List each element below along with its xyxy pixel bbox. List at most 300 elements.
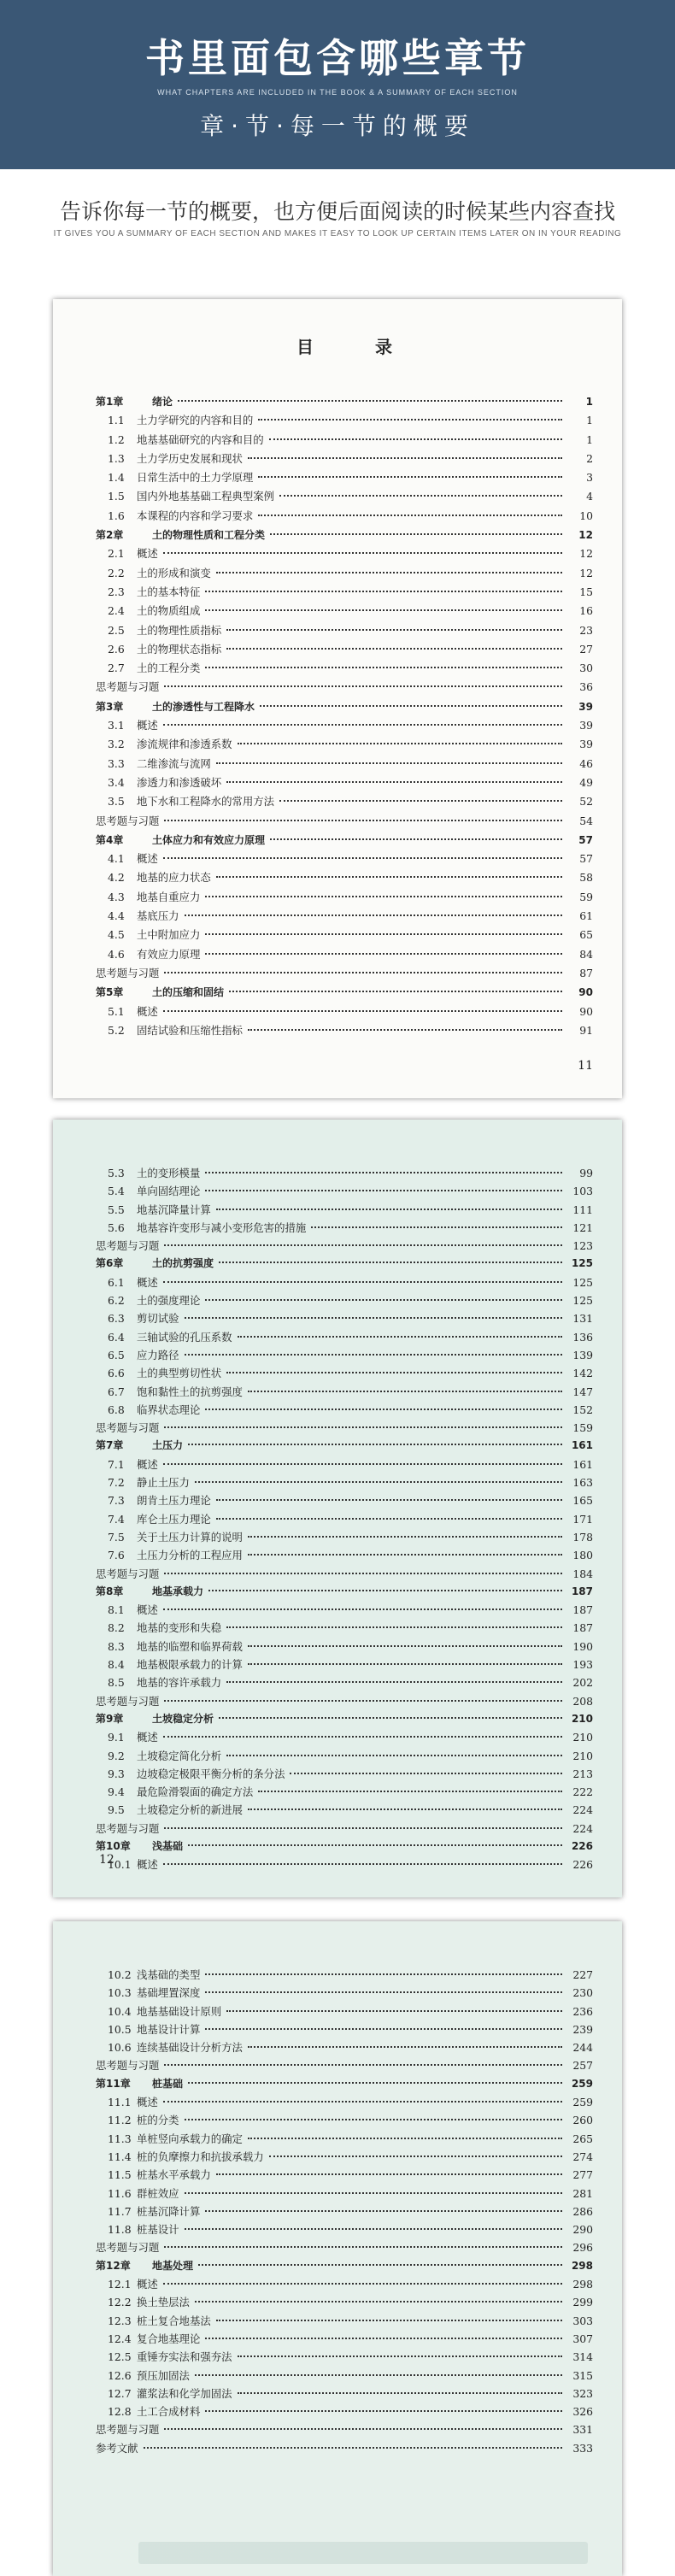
toc-list — [96, 1164, 593, 1874]
leader-dots — [205, 2210, 562, 2212]
toc-entry-page: 187 — [572, 1603, 593, 1617]
header-title: 书里面包含哪些章节 — [145, 35, 530, 81]
toc-entry-label: 思考题与习题 — [96, 1421, 160, 1435]
toc-entry-number: 6.6 — [108, 1367, 125, 1380]
toc-title: 目 录 — [296, 337, 414, 357]
toc-entry-label: 连续基础设计分析方法 — [137, 2041, 243, 2055]
toc-entry-section — [96, 1856, 593, 1873]
leader-dots — [163, 724, 562, 726]
toc-entry-label: 土坡稳定简化分析 — [137, 1749, 222, 1762]
toc-entry-section — [96, 888, 593, 907]
toc-entry-page: 58 — [579, 871, 593, 885]
leader-dots — [216, 572, 562, 573]
toc-entry-page: 61 — [579, 909, 593, 923]
toc-entry-page: 159 — [572, 1421, 593, 1435]
leader-dots — [205, 1409, 562, 1410]
toc-entry-number: 10.4 — [108, 2004, 132, 2018]
toc-entry-number: 1.6 — [108, 509, 125, 522]
toc-entry-number: 3.4 — [108, 775, 125, 789]
toc-entry-page: 257 — [572, 2059, 593, 2073]
toc-entry-section — [96, 1765, 593, 1783]
toc-entry-section — [96, 2093, 593, 2111]
leader-dots — [226, 1372, 562, 1373]
toc-entry-page: 213 — [572, 1767, 593, 1780]
toc-entry-label: 土的物理性质和工程分类 — [152, 529, 266, 542]
page-number: 12 — [99, 1853, 114, 1867]
toc-entry-section — [96, 1966, 593, 1984]
toc-entry-number: 4.3 — [108, 890, 125, 903]
leader-dots — [216, 876, 562, 878]
toc-entry-section — [96, 1003, 593, 1021]
toc-entry-number: 第2章 — [96, 529, 124, 542]
leader-dots — [248, 1554, 562, 1556]
toc-entry-number: 1.1 — [108, 414, 125, 427]
toc-entry-number: 5.5 — [108, 1203, 125, 1216]
toc-entry-section — [96, 773, 593, 792]
leader-dots — [164, 820, 562, 821]
toc-entry-chapter — [96, 1255, 593, 1273]
leader-dots — [205, 1190, 562, 1191]
leader-dots — [164, 2064, 562, 2066]
leader-dots — [270, 533, 562, 535]
toc-entry-section — [96, 2111, 593, 2129]
toc-entry-section — [96, 507, 593, 526]
toc-entry-label: 土的形成和演变 — [137, 566, 211, 579]
toc-entry-number: 10.1 — [108, 1858, 132, 1872]
toc-entry-page: 1 — [585, 396, 593, 408]
toc-entry-number: 3.1 — [108, 719, 125, 732]
header-subtitle-en: WHAT CHAPTERS ARE INCLUDED IN THE BOOK & A SUMMARY OF EACH SECTION — [157, 88, 518, 97]
toc-entry-section — [96, 1401, 593, 1419]
toc-entry-label: 土压力 — [152, 1439, 184, 1452]
leader-dots — [205, 896, 562, 897]
toc-entry-number: 2.5 — [108, 623, 125, 637]
toc-entry-label: 库仑土压力理论 — [137, 1512, 211, 1526]
toc-entry-page: 265 — [572, 2132, 593, 2145]
leader-dots — [163, 1010, 562, 1012]
toc-entry-number: 12.4 — [108, 2332, 132, 2345]
toc-entry-number: 2.2 — [108, 566, 125, 579]
toc-entry-section — [96, 2330, 593, 2348]
toc-entry-page: 99 — [579, 1167, 593, 1179]
toc-entry-section — [96, 1728, 593, 1746]
toc-entry-section — [96, 1510, 593, 1528]
toc-entry-section — [96, 583, 593, 602]
toc-entry-label: 渗透力和渗透破坏 — [137, 775, 222, 789]
toc-entry-page: 136 — [572, 1330, 593, 1344]
toc-entry-page: 12 — [578, 529, 593, 542]
toc-entry-section — [96, 2385, 593, 2403]
toc-entry-page: 2 — [586, 451, 593, 465]
toc-entry-label: 预压加固法 — [137, 2368, 190, 2382]
leader-dots — [248, 1808, 562, 1810]
leader-dots — [164, 1426, 562, 1428]
toc-entry-label: 概述 — [137, 1275, 158, 1289]
header-subtitle: 章·节·每一节的概要 — [200, 112, 475, 140]
toc-entry-page: 10 — [579, 509, 593, 522]
leader-dots — [164, 685, 562, 687]
toc-entry-page: 4 — [586, 490, 593, 503]
toc-entry-page: 103 — [572, 1185, 593, 1198]
toc-entry-label: 地基基础研究的内容和目的 — [137, 432, 264, 446]
leader-dots — [248, 2046, 562, 2048]
toc-entry-label: 思考题与习题 — [96, 2241, 160, 2255]
toc-entry-page: 90 — [579, 1004, 593, 1018]
toc-entry-page: 190 — [572, 1639, 593, 1653]
header-banner — [0, 0, 675, 169]
toc-entry-number: 7.6 — [108, 1549, 125, 1562]
toc-entry-number: 9.2 — [108, 1749, 125, 1762]
toc-entry-number: 第8章 — [96, 1585, 124, 1597]
toc-entry-page: 296 — [572, 2241, 593, 2255]
toc-entry-section — [96, 1656, 593, 1673]
toc-entry-number: 2.1 — [108, 547, 125, 561]
toc-entry-chapter — [96, 1710, 593, 1728]
toc-entry-number: 1.4 — [108, 471, 125, 485]
toc-entry-label: 思考题与习题 — [96, 2423, 160, 2437]
toc-entry-page: 274 — [572, 2150, 593, 2163]
leader-dots — [164, 2246, 562, 2248]
toc-entry-page: 161 — [571, 1439, 593, 1452]
leader-dots — [216, 2320, 562, 2321]
toc-entry-section — [96, 1201, 593, 1219]
toc-entry-page: 87 — [579, 966, 593, 979]
toc-entry-page: 333 — [572, 2441, 593, 2455]
leader-dots — [205, 1991, 562, 1993]
toc-entry-label: 土力学研究的内容和目的 — [137, 414, 254, 427]
leader-dots — [205, 667, 562, 668]
toc-entry-number: 4.5 — [108, 928, 125, 942]
toc-entry-page: 259 — [572, 2096, 593, 2109]
toc-entry-number: 8.5 — [108, 1676, 125, 1690]
toc-entry-label: 地基容许变形与减小变形危害的措施 — [137, 1220, 307, 1234]
leader-dots — [178, 400, 562, 402]
toc-entry-number: 12.1 — [108, 2278, 132, 2291]
toc-entry-number: 3.3 — [108, 756, 125, 770]
toc-entry-section — [96, 1219, 593, 1237]
toc-entry-number: 11.8 — [108, 2223, 132, 2237]
toc-entry-label: 三轴试验的孔压系数 — [137, 1330, 232, 1344]
toc-entry-page: 165 — [572, 1494, 593, 1508]
leader-dots — [216, 1518, 562, 1520]
toc-entry-label: 土的典型剪切性状 — [137, 1367, 222, 1380]
toc-entry-number: 8.3 — [108, 1639, 125, 1653]
leader-dots — [164, 972, 562, 973]
toc-entry-chapter — [96, 831, 593, 850]
leader-dots — [258, 476, 562, 478]
toc-entry-page: 326 — [572, 2405, 593, 2419]
toc-entry-number: 11.6 — [108, 2186, 132, 2200]
toc-entry-chapter — [96, 526, 593, 544]
toc-entry-section — [96, 1273, 593, 1291]
toc-entry-page: 12 — [579, 566, 593, 579]
leader-dots — [163, 1863, 562, 1865]
leader-dots — [248, 1663, 562, 1665]
leader-dots — [163, 2283, 562, 2285]
toc-entry-label: 思考题与习题 — [96, 1821, 160, 1835]
toc-entry-chapter — [96, 1583, 593, 1601]
intro-text: 告诉你每一节的概要，也方便后面阅读的时候某些内容查找 — [59, 199, 615, 224]
leader-dots — [226, 1755, 562, 1756]
toc-entry-section — [96, 1021, 593, 1040]
toc-page-3 — [53, 1921, 622, 2576]
leader-dots — [226, 648, 562, 650]
toc-entry-number: 12.5 — [108, 2350, 132, 2364]
leader-dots — [188, 2082, 562, 2084]
toc-entry-section — [96, 2185, 593, 2203]
toc-entry-page: 210 — [572, 1731, 593, 1744]
leader-dots — [164, 1573, 562, 1574]
toc-entry-label: 基底压力 — [137, 909, 179, 923]
toc-entry-section — [96, 2293, 593, 2311]
toc-entry-label: 土的压缩和固结 — [152, 986, 225, 999]
toc-entry-number: 9.5 — [108, 1803, 125, 1817]
toc-entry-section — [96, 1164, 593, 1182]
toc-entry-label: 桩基沉降计算 — [137, 2204, 201, 2218]
toc-entry-label: 思考题与习题 — [96, 814, 160, 827]
toc-entry-label: 土体应力和有效应力原理 — [152, 833, 266, 846]
toc-entry-number: 3.5 — [108, 795, 125, 809]
toc-entry-page: 15 — [579, 585, 593, 598]
toc-entry-chapter — [96, 1838, 593, 1856]
toc-entry-number: 12.8 — [108, 2405, 132, 2419]
toc-entry-section — [96, 2220, 593, 2238]
toc-entry-number: 10.2 — [108, 1968, 132, 1981]
toc-entry-page: 23 — [579, 623, 593, 637]
toc-entry-label: 国内外地基基础工程典型案例 — [137, 490, 275, 503]
toc-entry-section — [96, 2203, 593, 2220]
leader-dots — [163, 857, 562, 859]
toc-entry-page: 46 — [579, 756, 593, 770]
toc-entry-page: 16 — [579, 604, 593, 618]
leader-dots — [269, 438, 562, 440]
toc-entry-page: 210 — [571, 1712, 593, 1725]
toc-entry-number: 4.4 — [108, 909, 125, 923]
toc-entry-section — [96, 602, 593, 620]
toc-entry-label: 边坡稳定极限平衡分析的条分法 — [137, 1767, 285, 1780]
leader-dots — [185, 2119, 562, 2120]
toc-entry-label: 浅基础的类型 — [137, 1968, 201, 1981]
toc-entry-page: 152 — [572, 1403, 593, 1416]
toc-entry-number: 11.5 — [108, 2168, 132, 2182]
toc-entry-number: 11.2 — [108, 2114, 132, 2127]
leader-dots — [279, 800, 562, 802]
toc-entry-section — [96, 487, 593, 506]
toc-entry-page: 111 — [572, 1203, 593, 1216]
leader-dots — [163, 2101, 562, 2103]
toc-entry-label: 思考题与习题 — [96, 1694, 160, 1708]
leader-dots — [270, 838, 562, 840]
toc-entry-label: 参考文献 — [96, 2441, 138, 2455]
toc-entry-number: 第12章 — [96, 2259, 131, 2272]
leader-dots — [238, 2392, 562, 2394]
toc-entry-page: 290 — [572, 2223, 593, 2237]
toc-entry-page: 224 — [572, 1821, 593, 1835]
leader-dots — [219, 1262, 562, 1263]
toc-entry-exercise — [96, 2238, 593, 2256]
toc-entry-number: 7.5 — [108, 1530, 125, 1544]
leader-dots — [205, 1172, 562, 1173]
leader-dots — [269, 2155, 562, 2157]
toc-entry-page: 210 — [572, 1749, 593, 1762]
toc-entry-chapter — [96, 392, 593, 411]
toc-entry-number: 5.2 — [108, 1023, 125, 1037]
intro-text-en: IT GIVES YOU A SUMMARY OF EACH SECTION AND MAKES IT EASY TO LOOK UP CERTAIN ITEMS LATER ON IN YOUR READING — [53, 229, 622, 238]
toc-entry-chapter — [96, 1437, 593, 1455]
toc-entry-exercise — [96, 1237, 593, 1255]
toc-entry-label: 换土垫层法 — [137, 2296, 190, 2309]
toc-entry-exercise — [96, 1565, 593, 1583]
toc-entry-label: 应力路径 — [137, 1348, 179, 1362]
toc-entry-section — [96, 621, 593, 640]
toc-entry-label: 固结试验和压缩性指标 — [137, 1023, 243, 1037]
toc-entry-label: 日常生活中的土力学原理 — [137, 471, 254, 485]
page-number: 11 — [578, 1059, 593, 1073]
toc-entry-label: 思考题与习题 — [96, 680, 160, 694]
toc-entry-number: 12.6 — [108, 2368, 132, 2382]
toc-entry-label: 概述 — [137, 1603, 158, 1617]
toc-entry-section — [96, 1673, 593, 1691]
toc-entry-label: 浅基础 — [152, 1839, 184, 1852]
toc-entry-page: 208 — [572, 1694, 593, 1708]
toc-entry-page: 1 — [586, 414, 593, 427]
toc-entry-section — [96, 792, 593, 811]
toc-entry-section — [96, 1182, 593, 1200]
toc-entry-label: 思考题与习题 — [96, 1239, 160, 1253]
leader-dots — [311, 1226, 562, 1228]
toc-entry-number: 7.1 — [108, 1457, 125, 1471]
toc-entry-label: 土坡稳定分析 — [152, 1712, 214, 1725]
toc-entry-number: 5.1 — [108, 1004, 125, 1018]
leader-dots — [163, 1281, 562, 1283]
toc-entry-page: 161 — [572, 1457, 593, 1471]
leader-dots — [198, 2264, 562, 2266]
toc-entry-page: 286 — [572, 2204, 593, 2218]
leader-dots — [195, 2301, 562, 2303]
toc-entry-page: 180 — [572, 1549, 593, 1562]
toc-entry-number: 7.4 — [108, 1512, 125, 1526]
leader-dots — [248, 457, 562, 459]
toc-entry-page: 323 — [572, 2386, 593, 2400]
toc-entry-section — [96, 1783, 593, 1801]
toc-entry-label: 群桩效应 — [137, 2186, 179, 2200]
toc-entry-label: 静止土压力 — [137, 1476, 190, 1490]
toc-entry-section — [96, 907, 593, 926]
toc-entry-page: 299 — [572, 2296, 593, 2309]
toc-entry-label: 桩的分类 — [137, 2114, 179, 2127]
leader-dots — [144, 2447, 562, 2449]
toc-entry-label: 剪切试验 — [137, 1312, 179, 1326]
toc-entry-section — [96, 1747, 593, 1765]
toc-entry-section — [96, 411, 593, 430]
toc-entry-number: 1.5 — [108, 490, 125, 503]
toc-entry-label: 地基自重应力 — [137, 890, 201, 903]
leader-dots — [163, 1736, 562, 1738]
toc-entry-page: 315 — [572, 2368, 593, 2382]
toc-entry-section — [96, 1291, 593, 1309]
toc-entry-page: 36 — [579, 680, 593, 694]
toc-entry-section — [96, 431, 593, 450]
toc-entry-label: 朗肯土压力理论 — [137, 1494, 211, 1508]
toc-entry-page: 202 — [572, 1676, 593, 1690]
toc-entry-number: 第10章 — [96, 1839, 131, 1852]
toc-entry-label: 概述 — [137, 2278, 158, 2291]
toc-entry-section — [96, 2038, 593, 2056]
leader-dots — [226, 629, 562, 631]
leader-dots — [248, 1391, 562, 1392]
leader-dots — [216, 1209, 562, 1210]
toc-entry-page: 131 — [572, 1312, 593, 1326]
toc-entry-page: 65 — [579, 928, 593, 942]
toc-entry-label: 概述 — [137, 1004, 158, 1018]
toc-entry-label: 饱和黏性土的抗剪强度 — [137, 1385, 243, 1398]
toc-entry-page: 178 — [572, 1530, 593, 1544]
leader-dots — [216, 762, 562, 764]
leader-dots — [208, 1590, 562, 1591]
toc-entry-number: 11.4 — [108, 2150, 132, 2163]
toc-entry-label: 土中附加应力 — [137, 928, 201, 942]
toc-entry-label: 渗流规律和渗透系数 — [137, 738, 232, 751]
toc-entry-page: 27 — [579, 642, 593, 656]
toc-entry-label: 本课程的内容和学习要求 — [137, 509, 254, 522]
toc-entry-label: 土的渗透性与工程降水 — [152, 700, 255, 713]
toc-entry-number: 6.1 — [108, 1275, 125, 1289]
toc-entry-label: 思考题与习题 — [96, 1567, 160, 1580]
toc-entry-page: 187 — [572, 1621, 593, 1635]
toc-entry-section — [96, 2130, 593, 2148]
toc-entry-section — [96, 1383, 593, 1401]
leader-dots — [258, 419, 562, 421]
toc-entry-label: 概述 — [137, 2096, 158, 2109]
toc-entry-page: 125 — [571, 1257, 593, 1270]
toc-entry-label: 地基的临塑和临界荷载 — [137, 1639, 243, 1653]
toc-entry-label: 地基基础设计原则 — [137, 2004, 222, 2018]
toc-entry-label: 地基设计计算 — [137, 2022, 201, 2036]
toc-entry-label: 灌浆法和化学加固法 — [137, 2386, 232, 2400]
toc-entry-page: 298 — [572, 2278, 593, 2291]
toc-entry-page: 84 — [579, 947, 593, 961]
toc-entry-label: 桩土复合地基法 — [137, 2314, 211, 2327]
toc-entry-page: 54 — [579, 814, 593, 827]
toc-entry-number: 第9章 — [96, 1712, 124, 1725]
toc-entry-label: 绪论 — [152, 396, 173, 408]
toc-entry-page: 39 — [578, 700, 593, 713]
watermark-strip — [138, 2542, 588, 2564]
toc-entry-label: 概述 — [137, 852, 158, 866]
leader-dots — [238, 743, 562, 744]
toc-entry-chapter — [96, 2075, 593, 2093]
toc-entry-number: 1.2 — [108, 432, 125, 446]
toc-entry-label: 复合地基理论 — [137, 2332, 201, 2345]
toc-entry-section — [96, 2367, 593, 2385]
toc-entry-page: 260 — [572, 2114, 593, 2127]
toc-entry-page: 121 — [572, 1220, 593, 1234]
leader-dots — [248, 1029, 562, 1031]
toc-entry-number: 9.4 — [108, 1785, 125, 1799]
toc-entry-section — [96, 1309, 593, 1327]
toc-entry-number: 第7章 — [96, 1439, 124, 1452]
toc-entry-number: 7.3 — [108, 1494, 125, 1508]
toc-entry-page: 39 — [579, 719, 593, 732]
toc-entry-page: 123 — [572, 1239, 593, 1253]
toc-entry-page: 307 — [572, 2332, 593, 2345]
toc-entry-section — [96, 716, 593, 735]
toc-entry-chapter — [96, 697, 593, 716]
toc-entry-number: 11.3 — [108, 2132, 132, 2145]
toc-entry-section — [96, 1328, 593, 1346]
toc-list — [96, 392, 593, 1040]
toc-entry-page: 163 — [572, 1476, 593, 1490]
